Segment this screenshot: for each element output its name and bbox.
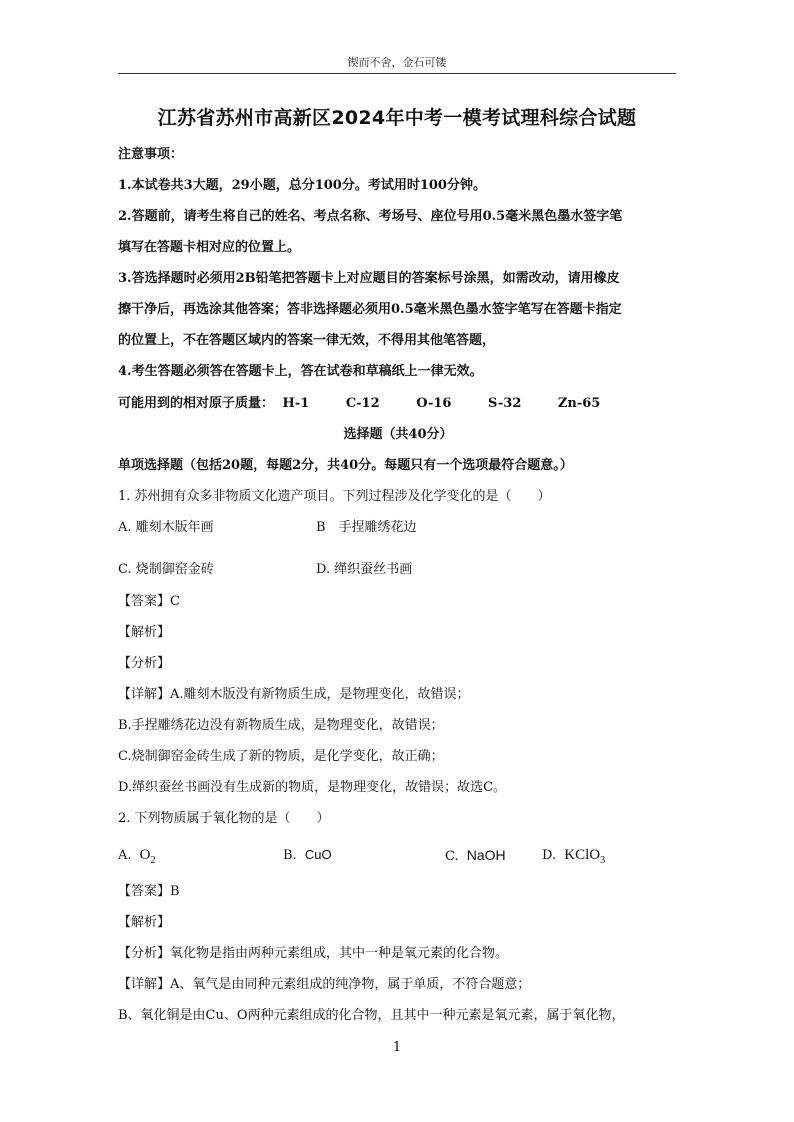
formula-main: KClO xyxy=(564,847,601,863)
formula-main: O xyxy=(139,847,151,863)
q2-detail-1: 【详解】A、氧气是由同种元素组成的纯净物，属于单质，不符合题意； xyxy=(118,977,531,992)
q2-option-a xyxy=(118,846,156,870)
q2-analysis-label: 【解析】 xyxy=(118,915,171,930)
q2-option-b-formula: CuO xyxy=(304,847,332,862)
page-header: 锲而不舍，金石可镂 xyxy=(347,56,447,69)
notice-item-4: 4.考生答题必须答在答题卡上，答在试卷和草稿纸上一律无效。 xyxy=(118,364,483,379)
atomic-masses-label: 可能用到的相对原子质量： xyxy=(118,396,275,411)
section-title: 选择题（共40分） xyxy=(343,427,453,442)
q2-option-a-label: A. xyxy=(118,848,132,863)
q2-option-d xyxy=(542,846,605,870)
q2-option-a-formula xyxy=(139,847,156,866)
atomic-mass-item: Zn-65 xyxy=(557,396,601,411)
q1-option-b: B 手捏雕绣花边 xyxy=(316,520,417,535)
q2-detail-2: B、氧化铜是由Cu、O两种元素组成的化合物，且其中一种元素是氧元素，属于氧化物， xyxy=(118,1008,625,1023)
q1-detail-2: B.手捏雕绣花边没有新物质生成，是物理变化，故错误； xyxy=(118,718,444,733)
q1-answer: 【答案】C xyxy=(118,594,180,609)
q2-option-c-formula: NaOH xyxy=(466,847,506,863)
q1-option-d: D. 缂织蚕丝书画 xyxy=(316,562,413,577)
atomic-mass-item: O-16 xyxy=(416,396,452,411)
page-number: 1 xyxy=(392,1040,402,1055)
atomic-masses xyxy=(118,395,678,413)
notice-item-1: 1.本试卷共3大题，29小题，总分100分。考试用时100分钟。 xyxy=(118,178,486,193)
q1-stem: 1. 苏州拥有众多非物质文化遗产项目。下列过程涉及化学变化的是（ ） xyxy=(118,489,551,504)
atomic-mass-item: S-32 xyxy=(488,396,522,411)
notice-item-2-line-1: 2.答题前，请考生将自己的姓名、考点名称、考场号、座位号用0.5毫米黑色墨水签字笔 xyxy=(118,209,623,224)
q2-stem: 2. 下列物质属于氧化物的是（ ） xyxy=(118,811,330,826)
q1-option-c: C. 烧制御窑金砖 xyxy=(118,562,214,577)
q2-option-d-formula xyxy=(564,847,606,866)
exam-title: 江苏省苏州市高新区2024年中考一模考试理科综合试题 xyxy=(157,107,637,129)
notice-item-2-line-2: 填写在答题卡相对应的位置上。 xyxy=(118,240,301,255)
q2-option-b-label: B. xyxy=(283,848,297,863)
notice-item-3-line-2: 擦干净后，再选涂其他答案；答非选择题必须用0.5毫米黑色墨水签字笔写在答题卡指定 xyxy=(118,302,622,317)
header-divider xyxy=(118,73,676,74)
notice-item-3-line-1: 3.答选择题时必须用2B铅笔把答题卡上对应题目的答案标号涂黑，如需改动，请用橡皮 xyxy=(118,271,620,286)
notice-heading: 注意事项： xyxy=(118,147,184,162)
q1-reasoning-label: 【分析】 xyxy=(118,656,171,671)
notice-item-3-line-3: 的位置上，不在答题区域内的答案一律无效，不得用其他笔答题， xyxy=(118,333,496,348)
atomic-mass-item: C-12 xyxy=(345,396,380,411)
q2-option-d-label: D. xyxy=(542,848,557,863)
q2-option-c xyxy=(445,846,506,866)
q2-answer: 【答案】B xyxy=(118,884,180,899)
q1-detail-1: 【详解】A.雕刻木版没有新物质生成，是物理变化，故错误； xyxy=(118,687,470,702)
q2-option-c-label: C. xyxy=(445,849,459,864)
formula-subscript: 2 xyxy=(150,855,156,866)
section-instruction: 单项选择题（包括20题，每题2分，共40分。每题只有一个选项最符合题意。） xyxy=(118,458,573,473)
q1-detail-4: D.缂织蚕丝书画没有生成新的物质，是物理变化，故错误；故选C。 xyxy=(118,780,507,795)
atomic-mass-item: H-1 xyxy=(282,396,310,411)
q2-reasoning: 【分析】氧化物是指由两种元素组成，其中一种是氧元素的化合物。 xyxy=(118,946,509,961)
q1-option-a: A. 雕刻木版年画 xyxy=(118,520,214,535)
q2-option-b xyxy=(283,846,332,865)
formula-subscript: 3 xyxy=(600,855,606,866)
q1-detail-3: C.烧制御窑金砖生成了新的物质，是化学变化，故正确； xyxy=(118,749,444,764)
q1-analysis-label: 【解析】 xyxy=(118,625,171,640)
